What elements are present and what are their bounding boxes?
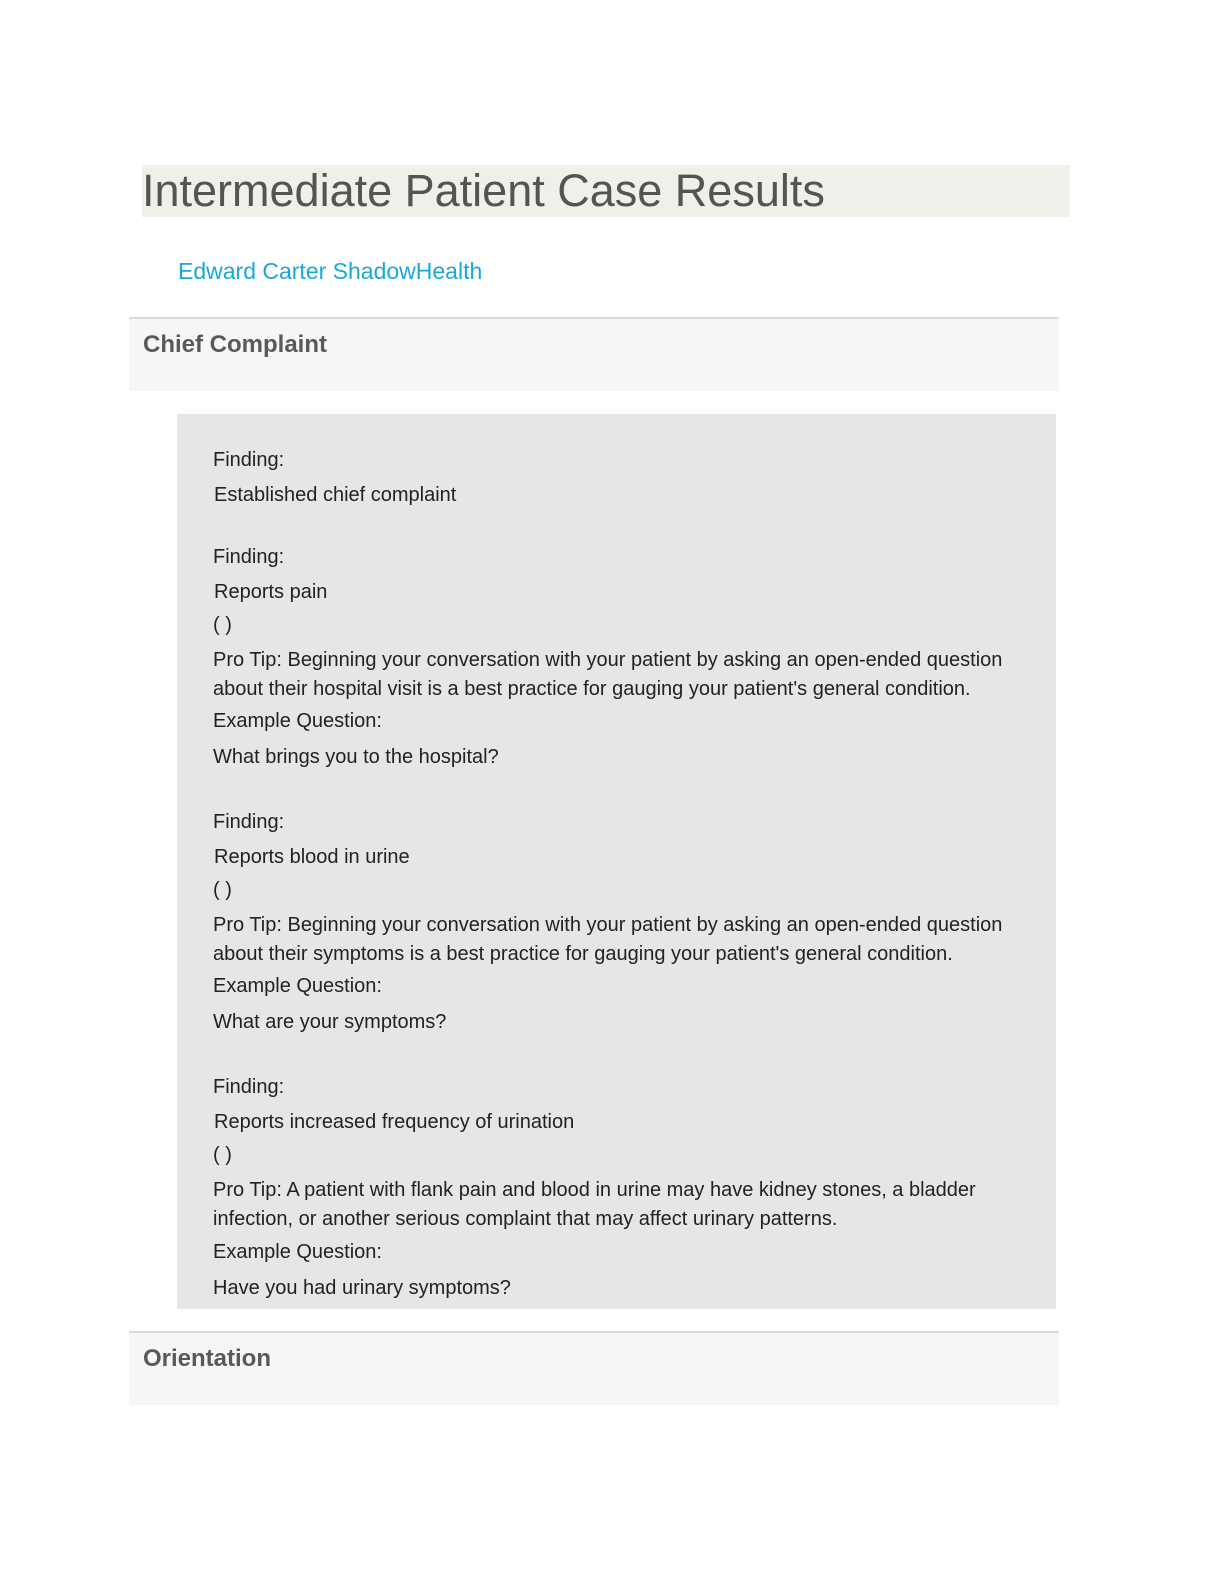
example-question-label: Example Question: (213, 710, 382, 732)
section-header-orientation[interactable] (129, 1331, 1059, 1405)
example-question-label: Example Question: (213, 975, 382, 997)
findings-panel (177, 414, 1056, 1309)
page-title: Intermediate Patient Case Results (142, 165, 825, 216)
finding-marker: ( ) (213, 1144, 232, 1166)
finding-value: Reports pain (214, 581, 328, 603)
finding-label: Finding: (213, 1076, 285, 1098)
finding-label: Finding: (213, 546, 285, 568)
section-title: Chief Complaint (143, 331, 327, 358)
example-question: Have you had urinary symptoms? (213, 1277, 511, 1299)
pro-tip: Pro Tip: A patient with flank pain and blood in urine may have kidney stones, a bladder infection, or another serious complaint that may affect urinary patterns. (213, 1179, 976, 1230)
finding-label: Finding: (213, 811, 285, 833)
example-question: What brings you to the hospital? (213, 746, 499, 768)
finding-label: Finding: (213, 449, 285, 471)
finding-marker: ( ) (213, 879, 232, 901)
section-header-chief-complaint[interactable] (129, 317, 1059, 391)
example-question: What are your symptoms? (213, 1011, 447, 1033)
finding-value: Reports blood in urine (214, 846, 410, 868)
finding-value: Reports increased frequency of urination (214, 1111, 575, 1133)
section-title: Orientation (143, 1345, 272, 1372)
pro-tip: Pro Tip: Beginning your conversation with your patient by asking an open-ended question about their hospital visit is a best practice for gauging your patient's general condition. (213, 649, 1003, 700)
patient-link[interactable]: Edward Carter ShadowHealth (178, 258, 483, 284)
page-title-bar (142, 165, 1070, 217)
finding-marker: ( ) (213, 614, 232, 636)
finding-value: Established chief complaint (214, 484, 457, 506)
example-question-label: Example Question: (213, 1241, 382, 1263)
pro-tip: Pro Tip: Beginning your conversation with your patient by asking an open-ended question about their symptoms is a best practice for gauging your patient's general condition. (213, 914, 1003, 965)
